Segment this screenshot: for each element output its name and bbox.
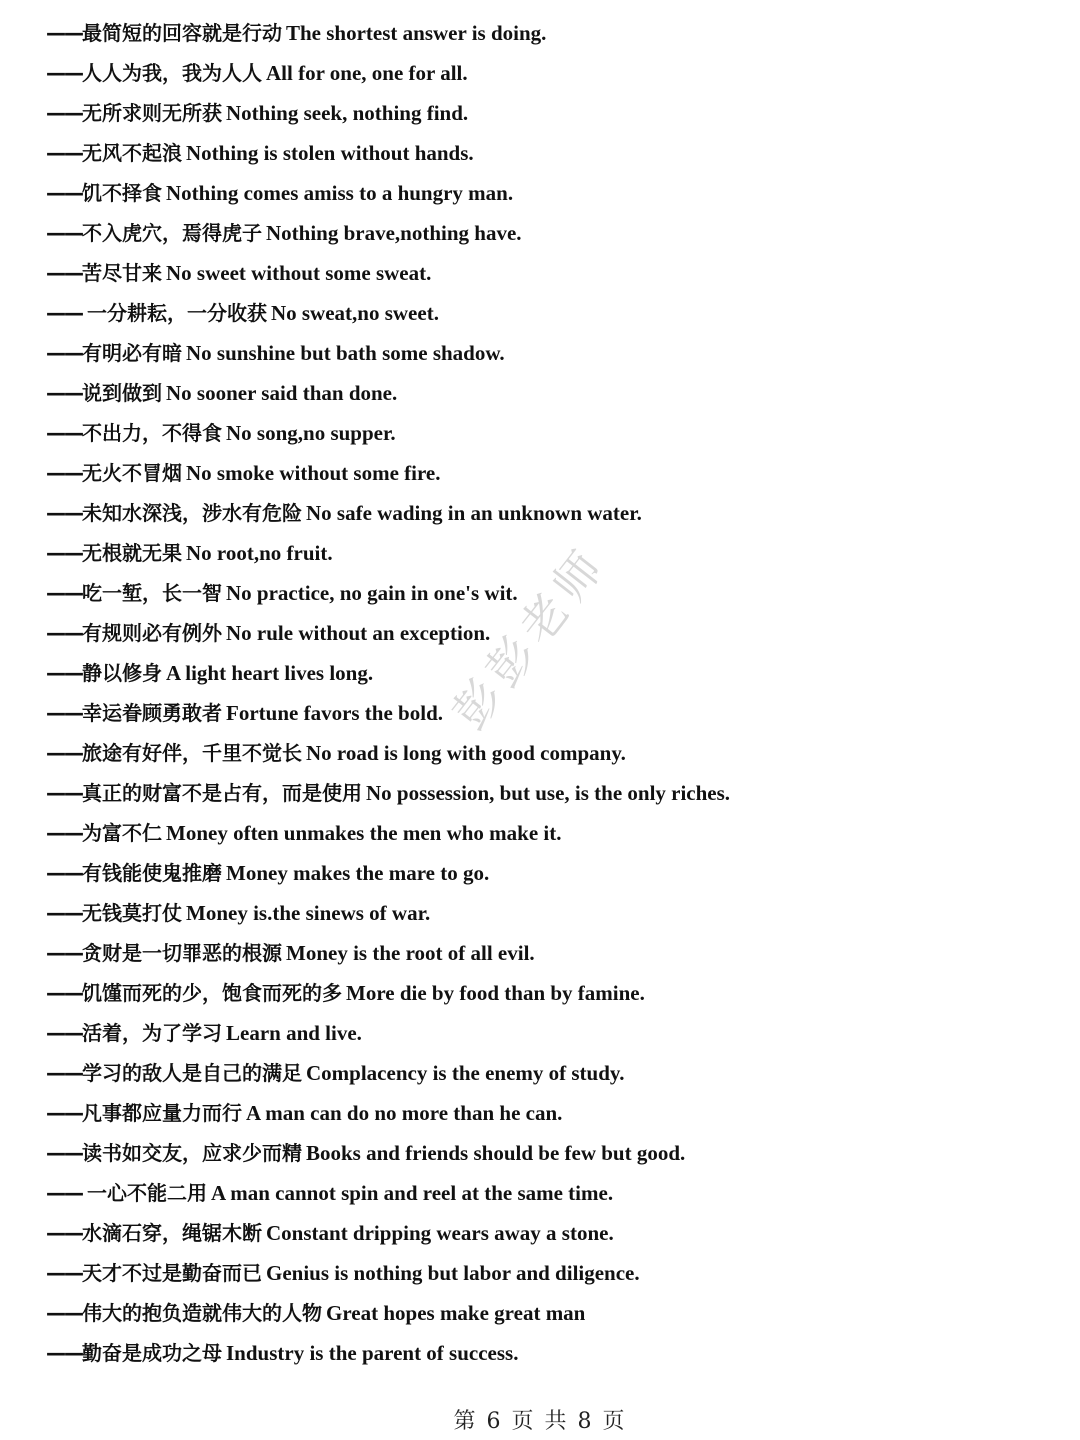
proverb-dash: ——: [46, 1261, 82, 1285]
proverb-list: [46, 13, 1046, 1373]
proverb-row: [46, 573, 1046, 613]
proverb-chinese: 读书如交友，应求少而精: [82, 1141, 302, 1165]
proverb-dash: ——: [46, 661, 82, 685]
proverb-row: [46, 213, 1046, 253]
page-footer: 第 6 页 共 8 页: [453, 1409, 627, 1434]
proverb-dash: ——: [46, 741, 82, 765]
proverb-dash: ——: [46, 381, 82, 405]
proverb-english: Nothing is stolen without hands.: [186, 141, 474, 165]
proverb-english: Money is.the sinews of war.: [186, 901, 431, 925]
proverb-row: [46, 413, 1046, 453]
proverb-dash: ——: [46, 421, 82, 445]
proverb-row: [46, 253, 1046, 293]
proverb-row: [46, 133, 1046, 173]
proverb-dash: ——: [46, 181, 82, 205]
proverb-chinese: 天才不过是勤奋而已: [82, 1261, 262, 1285]
proverb-row: [46, 933, 1046, 973]
proverb-english: More die by food than by famine.: [346, 981, 645, 1005]
proverb-chinese: 一心不能二用: [86, 1181, 207, 1205]
proverb-dash: ——: [46, 1141, 82, 1165]
proverb-english: Learn and live.: [226, 1021, 362, 1045]
proverb-row: [46, 333, 1046, 373]
proverb-english: No practice, no gain in one's wit.: [226, 581, 518, 605]
proverb-english: Constant dripping wears away a stone.: [266, 1221, 614, 1245]
proverb-dash: ——: [46, 1301, 82, 1325]
proverb-english: Money is the root of all evil.: [286, 941, 535, 965]
proverb-chinese: 勤奋是成功之母: [82, 1341, 222, 1365]
proverb-dash: ——: [46, 1061, 82, 1085]
proverb-english: Complacency is the enemy of study.: [306, 1061, 625, 1085]
proverb-chinese: 说到做到: [82, 381, 162, 405]
proverb-row: [46, 693, 1046, 733]
proverb-row: [46, 493, 1046, 533]
proverb-dash: ——: [46, 941, 82, 965]
proverb-english: No song,no supper.: [226, 421, 396, 445]
proverb-row: [46, 93, 1046, 133]
proverb-english: No sunshine but bath some shadow.: [186, 341, 505, 365]
proverb-row: [46, 653, 1046, 693]
proverb-chinese: 吃一堑，长一智: [82, 581, 222, 605]
watermark: 彭彭老师: [442, 535, 618, 739]
proverb-english: No sooner said than done.: [166, 381, 398, 405]
proverb-english: Great hopes make great man: [326, 1301, 586, 1325]
proverb-chinese: 一分耕耘，一分收获: [86, 301, 267, 325]
proverb-row: [46, 773, 1046, 813]
proverb-english: Genius is nothing but labor and diligence.: [266, 1261, 640, 1285]
proverb-english: Nothing seek, nothing find.: [226, 101, 469, 125]
proverb-english: Nothing comes amiss to a hungry man.: [166, 181, 514, 205]
proverb-dash: ——: [46, 701, 82, 725]
proverb-chinese: 无根就无果: [82, 541, 182, 565]
proverb-row: [46, 173, 1046, 213]
proverb-row: [46, 1133, 1046, 1173]
proverb-dash: ——: [46, 981, 82, 1005]
proverb-english: Nothing brave,nothing have.: [266, 221, 522, 245]
proverb-chinese: 活着，为了学习: [82, 1021, 222, 1045]
proverb-dash: ——: [46, 101, 82, 125]
proverb-dash: ——: [46, 301, 87, 325]
proverb-row: [46, 13, 1046, 53]
proverb-chinese: 苦尽甘来: [82, 261, 162, 285]
proverb-english: Money often unmakes the men who make it.: [166, 821, 562, 845]
proverb-english: All for one, one for all.: [266, 61, 468, 85]
proverb-chinese: 无火不冒烟: [82, 461, 182, 485]
proverb-chinese: 伟大的抱负造就伟大的人物: [82, 1301, 322, 1325]
proverb-dash: ——: [46, 541, 82, 565]
proverb-dash: ——: [46, 901, 82, 925]
proverb-english: No possession, but use, is the only riches.: [366, 781, 731, 805]
proverb-row: [46, 733, 1046, 773]
proverb-chinese: 凡事都应量力而行: [82, 1101, 242, 1125]
proverb-chinese: 幸运眷顾勇敢者: [82, 701, 222, 725]
proverb-dash: ——: [46, 781, 82, 805]
proverb-row: [46, 53, 1046, 93]
proverb-row: [46, 1293, 1046, 1333]
proverb-chinese: 有钱能使鬼推磨: [82, 861, 222, 885]
proverb-english: A man can do no more than he can.: [246, 1101, 563, 1125]
proverb-chinese: 饥不择食: [82, 181, 162, 205]
proverb-dash: ——: [46, 1101, 82, 1125]
proverb-english: No sweet without some sweat.: [166, 261, 432, 285]
proverb-row: [46, 1093, 1046, 1133]
proverb-dash: ——: [46, 501, 82, 525]
proverb-dash: ——: [46, 581, 82, 605]
proverb-dash: ——: [46, 61, 82, 85]
proverb-chinese: 最简短的回容就是行动: [82, 21, 282, 45]
proverb-row: [46, 373, 1046, 413]
proverb-chinese: 不入虎穴，焉得虎子: [82, 221, 262, 245]
proverb-row: [46, 1213, 1046, 1253]
proverb-dash: ——: [46, 21, 82, 45]
proverb-chinese: 真正的财富不是占有，而是使用: [82, 781, 362, 805]
proverb-dash: ——: [46, 1221, 82, 1245]
proverb-english: A light heart lives long.: [166, 661, 374, 685]
proverb-english: No road is long with good company.: [306, 741, 626, 765]
proverb-chinese: 贪财是一切罪恶的根源: [82, 941, 282, 965]
proverb-dash: ——: [46, 261, 82, 285]
proverb-row: [46, 293, 1046, 333]
proverb-dash: ——: [46, 1181, 87, 1205]
proverb-english: The shortest answer is doing.: [286, 21, 547, 45]
proverb-chinese: 学习的敌人是自己的满足: [82, 1061, 302, 1085]
proverb-dash: ——: [46, 621, 82, 645]
proverb-dash: ——: [46, 141, 82, 165]
proverb-dash: ——: [46, 821, 82, 845]
proverb-row: [46, 1013, 1046, 1053]
proverb-chinese: 旅途有好伴，千里不觉长: [82, 741, 302, 765]
proverb-chinese: 不出力，不得食: [82, 421, 222, 445]
proverb-dash: ——: [46, 341, 82, 365]
proverb-chinese: 静以修身: [82, 661, 162, 685]
proverb-english: Money makes the mare to go.: [226, 861, 490, 885]
proverb-english: No sweat,no sweet.: [270, 301, 439, 325]
proverb-chinese: 有明必有暗: [82, 341, 182, 365]
proverb-dash: ——: [46, 861, 82, 885]
proverb-dash: ——: [46, 461, 82, 485]
proverb-dash: ——: [46, 221, 82, 245]
proverb-row: [46, 1333, 1046, 1373]
proverb-english: No smoke without some fire.: [186, 461, 441, 485]
proverb-english: Industry is the parent of success.: [226, 1341, 519, 1365]
proverb-chinese: 人人为我，我为人人: [82, 61, 262, 85]
proverb-row: [46, 813, 1046, 853]
proverb-english: A man cannot spin and reel at the same time.: [210, 1181, 614, 1205]
proverb-row: [46, 893, 1046, 933]
proverb-chinese: 饥馑而死的少，饱食而死的多: [82, 981, 342, 1005]
proverb-chinese: 为富不仁: [82, 821, 162, 845]
proverb-chinese: 有规则必有例外: [82, 621, 222, 645]
proverb-chinese: 未知水深浅，涉水有危险: [82, 501, 302, 525]
proverb-chinese: 无所求则无所获: [82, 101, 222, 125]
proverb-english: No root,no fruit.: [186, 541, 333, 565]
proverb-row: [46, 533, 1046, 573]
proverb-row: [46, 853, 1046, 893]
proverb-english: No rule without an exception.: [226, 621, 491, 645]
proverb-dash: ——: [46, 1341, 82, 1365]
proverb-english: Books and friends should be few but good.: [306, 1141, 686, 1165]
proverb-row: [46, 1253, 1046, 1293]
proverb-chinese: 无钱莫打仗: [82, 901, 182, 925]
proverb-row: [46, 1173, 1046, 1213]
proverb-row: [46, 973, 1046, 1013]
proverb-row: [46, 613, 1046, 653]
proverb-english: Fortune favors the bold.: [226, 701, 443, 725]
proverb-row: [46, 1053, 1046, 1093]
proverb-dash: ——: [46, 1021, 82, 1045]
proverb-row: [46, 453, 1046, 493]
proverb-english: No safe wading in an unknown water.: [306, 501, 642, 525]
proverb-chinese: 水滴石穿，绳锯木断: [82, 1221, 262, 1245]
proverb-chinese: 无风不起浪: [82, 141, 182, 165]
